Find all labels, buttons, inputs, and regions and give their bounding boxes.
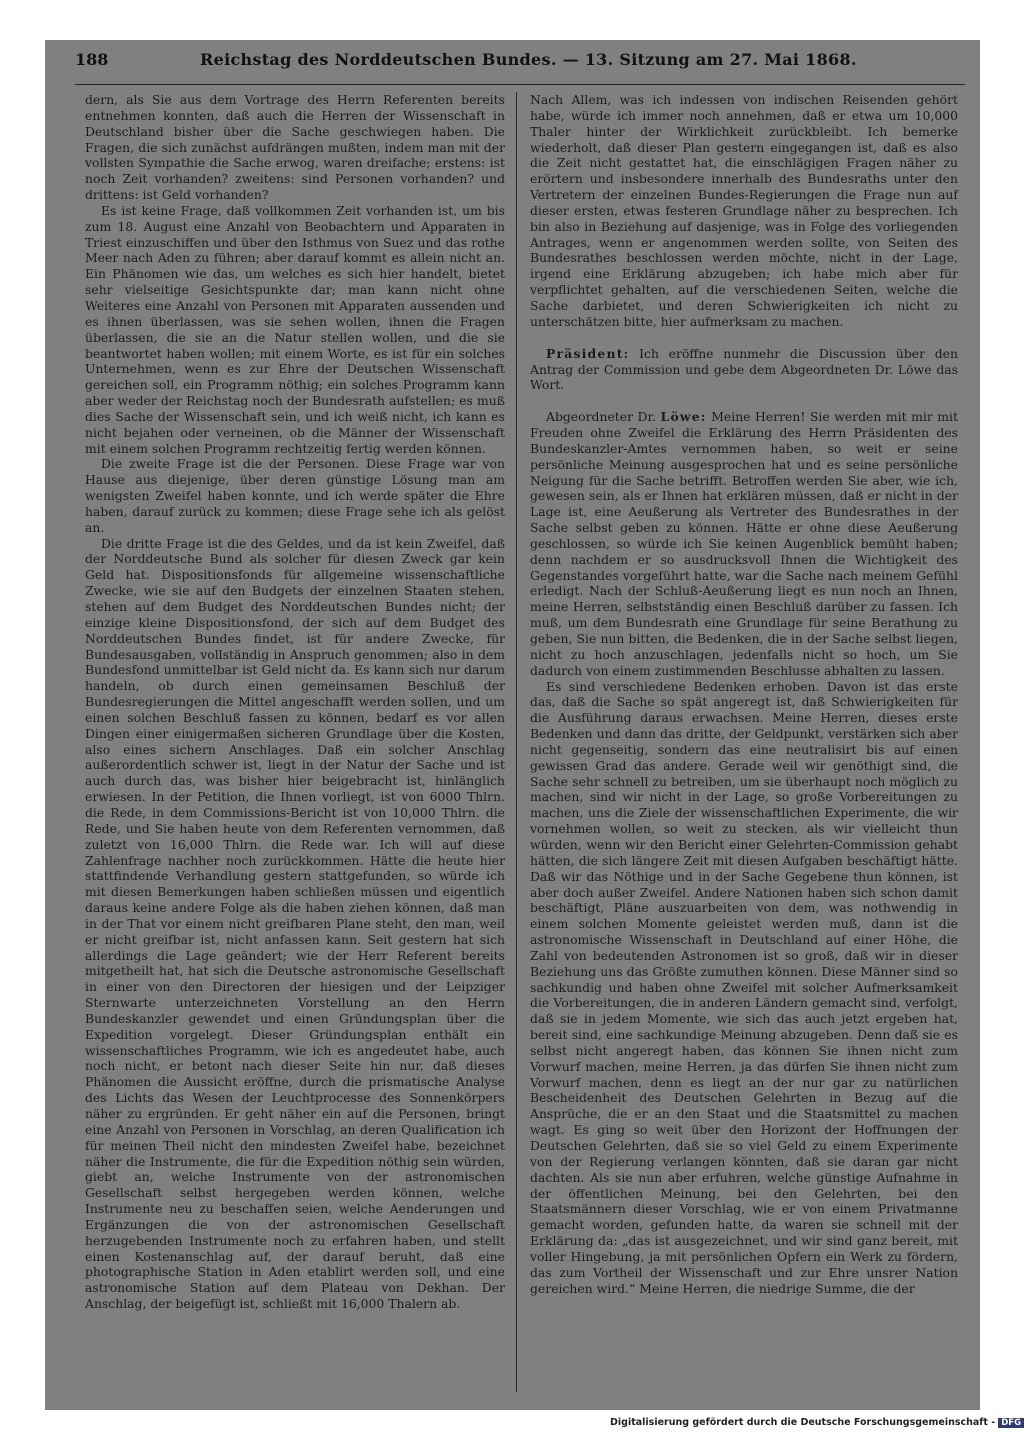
right-column <box>530 92 958 1296</box>
speaker-title: Abgeordneter Dr. <box>546 409 661 425</box>
body-paragraph: dern, als Sie aus dem Vortrage des Herrn Referenten bereits entnehmen konnten, daß auch die Herren der Wissenschaft in Deutschland bisher über die Sache geschwiegen haben. Die Fragen, die sich zunächst aufdrängen mußten, indem man mit der vollsten Sympathie die Sache erwog, waren dreifache; erstens: ist noch Zeit vorhanden? zweitens: sind Personen vorhanden? und drittens: ist Geld vorhanden? <box>85 92 505 203</box>
speech-paragraph <box>530 346 958 394</box>
left-column <box>85 92 505 1312</box>
speech-text: Ich eröffne nunmehr die Discussion über den Antrag der Commission und gebe dem Abgeordneten Dr. Löwe das Wort. <box>530 345 958 393</box>
speech-paragraph <box>530 409 958 678</box>
column-divider <box>516 92 517 1392</box>
running-title: Reichstag des Norddeutschen Bundes. — 13. Sitzung am 27. Mai 1868. <box>200 50 857 69</box>
scanned-page <box>45 40 980 1410</box>
body-paragraph: Die zweite Frage ist die der Personen. Diese Frage war von Hause aus diejenige, über deren günstige Lösung man am wenigsten Zweifel haben konnte, und ich werde später die Ehre haben, darauf zurück zu kommen; diese Frage sehe ich als gelöst an. <box>85 456 505 535</box>
paragraph-gap <box>530 393 958 409</box>
speaker-name: Präsident: <box>546 345 630 361</box>
header-rule <box>75 84 965 85</box>
dfg-logo: DFG <box>998 1418 1024 1428</box>
body-paragraph: Es sind verschiedene Bedenken erhoben. Davon ist das erste das, daß die Sache so spät angeregt ist, daß Schwierigkeiten für die Ausführung daraus erwachsen. Meine Herren, dieses erste Bedenken und dann das dritte, der Geldpunkt, verstärken sich aber nicht gegenseitig, sondern das eine neutralisirt bis auf einen gewissen Grad das andere. Gerade weil wir genöthigt sind, die Sache sehr schnell zu betreiben, um sie überhaupt noch möglich zu machen, sind wir nicht in der Lage, so große Vorbereitungen zu machen, uns die Ziele der wissenschaftlichen Experimente, die wir vornehmen wollen, so weit zu stecken, als wir vielleicht thun würden, wenn wir den Bericht einer Gelehrten-Commission gehabt hätten, die sich längere Zeit mit diesen Aufgaben beschäftigt hätte. Daß wir das Nöthige und in der Sache Gegebene thun können, ist aber doch außer Zweifel. Andere Nationen haben sich schon damit beschäftigt, Pläne auszuarbeiten von dem, was nothwendig in einem solchen Momente geleistet werden muß, dann ist die astronomische Wissenschaft in Deutschland auf einer Höhe, die Zahl von bedeutenden Astronomen ist so groß, daß wir in dieser Beziehung uns das Größte zumuthen können. Diese Männer sind so sachkundig und haben ohne Zweifel mit solcher Aufmerksamkeit die Vorbereitungen, die in anderen Ländern gemacht sind, verfolgt, daß sie in jedem Momente, wie sich das auch jetzt ergeben hat, bereit sind, eine sachkundige Meinung abzugeben. Denn daß sie es selbst nicht angeregt haben, das können Sie ihnen nicht zum Vorwurf machen, meine Herren, ja das dürfen Sie ihnen nicht zum Vorwurf machen, denn es liegt an der nur gar zu natürlichen Bescheidenheit des Deutschen Gelehrten in Bezug auf die Ansprüche, die er an den Staat und die Staatsmittel zu machen wagt. Es ging so weit über den Horizont der Hoffnungen der Deutschen Gelehrten, daß sie so viel Geld zu einem Experimente von der Regierung verlangen könnten, daß sie daran gar nicht dachten. Als sie nun aber erfuhren, welche günstige Aufnahme in der öffentlichen Meinung, bei den Gelehrten, bei den Staatsmännern dieser Vorschlag, wie er von einem Privatmanne gemacht worden, gefunden hatte, da waren sie schnell mit der Erklärung da: „das ist ausgezeichnet, und wir sind ganz bereit, mit voller Hingebung, ja mit persönlichen Opfern ein Werk zu fördern, das zum Vortheil der Wissenschaft und zur Ehre unsrer Nation gereichen wird.“ Meine Herren, die niedrige Summe, die der <box>530 678 958 1296</box>
digitization-credit <box>610 1417 1024 1428</box>
speech-text: Meine Herren! Sie werden mit mir mit Freuden ohne Zweifel die Erklärung des Herrn Präsidenten des Bundeskanzler-Amtes vernommen haben, so weit er seine persönliche Meinung ausgesprochen hat und es seine persönliche Neigung für die Sache betrifft. Betroffen werden Sie aber, wie ich, gewesen sein, als er Ihnen hat erklären müssen, daß er nicht in der Lage ist, eine Aeußerung als Vertreter des Bundesrathes in der Sache selbst geben zu können. Hätte er ohne diese Aeußerung geschlossen, so würde ich Sie keinen Augenblick bemüht haben; denn nachdem er so ausdrucksvoll Ihnen die Wichtigkeit des Gegenstandes vorgeführt hatte, war die Sache nach meinem Gefühl erledigt. Nach der Schluß-Aeußerung liegt es nun noch an Ihnen, meine Herren, selbstständig einen Beschluß darüber zu fassen. Ich muß, um dem Bundesrath eine Grundlage für seine Berathung zu geben, Sie nun bitten, die Bedenken, die in der Sache selbst liegen, nicht zu hoch anzuschlagen, jedenfalls nicht so hoch, um Sie dadurch von einem zustimmenden Beschlusse abhalten zu lassen. <box>530 409 958 678</box>
credit-text: Digitalisierung gefördert durch die Deutsche Forschungsgemeinschaft - <box>610 1417 996 1428</box>
body-paragraph: Nach Allem, was ich indessen von indischen Reisenden gehört habe, würde ich immer noch annehmen, daß er etwa um 10,000 Thaler hinter der Wirklichkeit zurückbleibt. Ich bemerke wiederholt, daß dieser Plan gestern eingegangen ist, daß es also die Zeit nicht gestattet hat, die einschlägigen Fragen näher zu erörtern und insbesondere innerhalb des Bundesraths unter den Vertretern der einzelnen Bundes-Regierungen die Frage nun auf dieser ersten, etwas festeren Grundlage näher zu besprechen. Ich bin also in Beziehung auf dasjenige, was in Folge des vorliegenden Antrages, wenn er angenommen werden sollte, von Seiten des Bundesrathes beschlossen werden möchte, nicht in der Lage, irgend eine Erklärung abzugeben; ich habe mich aber für verpflichtet gehalten, auf die verschiedenen Seiten, welche die Sache darbietet, und deren Schwierigkeiten ich nicht zu unterschätzen bitte, hier aufmerksam zu machen. <box>530 92 958 329</box>
page-header <box>75 50 965 84</box>
body-paragraph: Es ist keine Frage, daß vollkommen Zeit vorhanden ist, um bis zum 18. August eine Anzahl von Beobachtern und Apparaten in Triest einzuschiffen und über den Isthmus von Suez und das rothe Meer nach Aden zu führen; aber darauf kommt es allein nicht an. Ein Phänomen wie das, um welches es sich hier handelt, bietet sehr vielseitige Gesichtspunkte dar; man kann nicht ohne Weiteres eine Anzahl von Personen mit Apparaten aussenden und es ihnen überlassen, was sie sehen wollen, ihnen die Fragen überlassen, die sie an die Natur stellen wollen, und die sie beantwortet haben wollen; mit einem Worte, es ist für ein solches Unternehmen, wenn es zur Ehre der Deutschen Wissenschaft gereichen soll, ein Programm nöthig; ein solches Programm kann aber weder der Reichstag noch der Bundesrath aufstellen; es muß dies Sache der Wissenschaft sein, und ich weiß nicht, ich kann es nicht bejahen oder verneinen, ob die Männer der Wissenschaft mit einem solchen Programm rechtzeitig fertig werden können. <box>85 202 505 456</box>
speaker-name: Löwe: <box>660 409 707 425</box>
page-number: 188 <box>75 50 109 69</box>
paragraph-gap <box>530 330 958 346</box>
body-paragraph: Die dritte Frage ist die des Geldes, und da ist kein Zweifel, daß der Norddeutsche Bund als solcher für diesen Zweck gar kein Geld hat. Dispositionsfonds für allgemeine wissenschaftliche Zwecke, wie sie auf den Budgets der einzelnen Staaten stehen, stehen auf dem Budget des Norddeutschen Bundes nicht; der einzige kleine Dispositionsfond, der sich auf dem Budget des Norddeutschen Bundes findet, ist für andere Zwecke, für Bundesausgaben, vollständig in Anspruch genommen; also in dem Bundesfond unmittelbar ist Geld nicht da. Es kann sich nur darum handeln, ob durch einen gemeinsamen Beschluß der Bundesregierungen die Mittel angeschafft werden sollen, und um einen solchen Beschluß fassen zu können, bedarf es vor allen Dingen einer einigermaßen sicheren Grundlage über die Kosten, also eines sichern Anschlages. Daß ein solcher Anschlag außerordentlich schwer ist, liegt in der Natur der Sache und ist auch durch das, was bisher hier beigebracht ist, hinlänglich erwiesen. In der Petition, die Ihnen vorliegt, ist von 6000 Thlrn. die Rede, in dem Commissions-Bericht ist von 10,000 Thlrn. die Rede, und Sie haben heute von dem Referenten vernommen, daß zuletzt von 16,000 Thlrn. die Rede war. Ich will auf diese Zahlenfrage nachher noch zurückkommen. Hätte die heute hier stattfindende Verhandlung gestern stattgefunden, so würde ich mit diesen Bemerkungen haben schließen müssen und eigentlich daraus keine andere Folge als die haben ziehen können, daß man in der That vor einem nicht greifbaren Plane steht, den man, weil er nicht greifbar ist, nicht anfassen kann. Seit gestern hat sich allerdings die Lage geändert; wie der Herr Referent bereits mitgetheilt hat, hat sich die Deutsche astronomische Gesellschaft in einer von den Directoren der hiesigen und der Leipziger Sternwarte unterzeichneten Vorstellung an den Herrn Bundeskanzler gewendet und einen Gründungsplan über die Expedition vorgelegt. Dieser Gründungsplan enthält ein wissenschaftliches Programm, wie ich es angedeutet habe, auch noch nicht, er betont nach dieser Seite hin nur, daß dieses Phänomen die Aussicht eröffne, durch die prismatische Analyse des Lichts das Wesen der Leuchtprocesse des Sonnenkörpers näher zu ergründen. Er geht näher ein auf die Personen, bringt eine Anzahl von Personen in Vorschlag, an deren Qualification ich für meinen Theil nicht den mindesten Zweifel habe, bezeichnet näher die Instrumente, die für die Expedition nöthig sein würden, giebt an, welche Instrumente von der astronomischen Gesellschaft selbst hergegeben werden können, welche Instrumente neu zu beschaffen seien, welche Aenderungen und Ergänzungen die von der astronomischen Gesellschaft herzugebenden Instrumente noch zu erfahren haben, und stellt einen Kostenanschlag auf, der darauf beruht, daß eine photographische Station in Aden etablirt werden soll, und eine astronomische Station auf dem Plateau von Dekhan. Der Anschlag, der beigefügt ist, schließt mit 16,000 Thalern ab. <box>85 535 505 1312</box>
